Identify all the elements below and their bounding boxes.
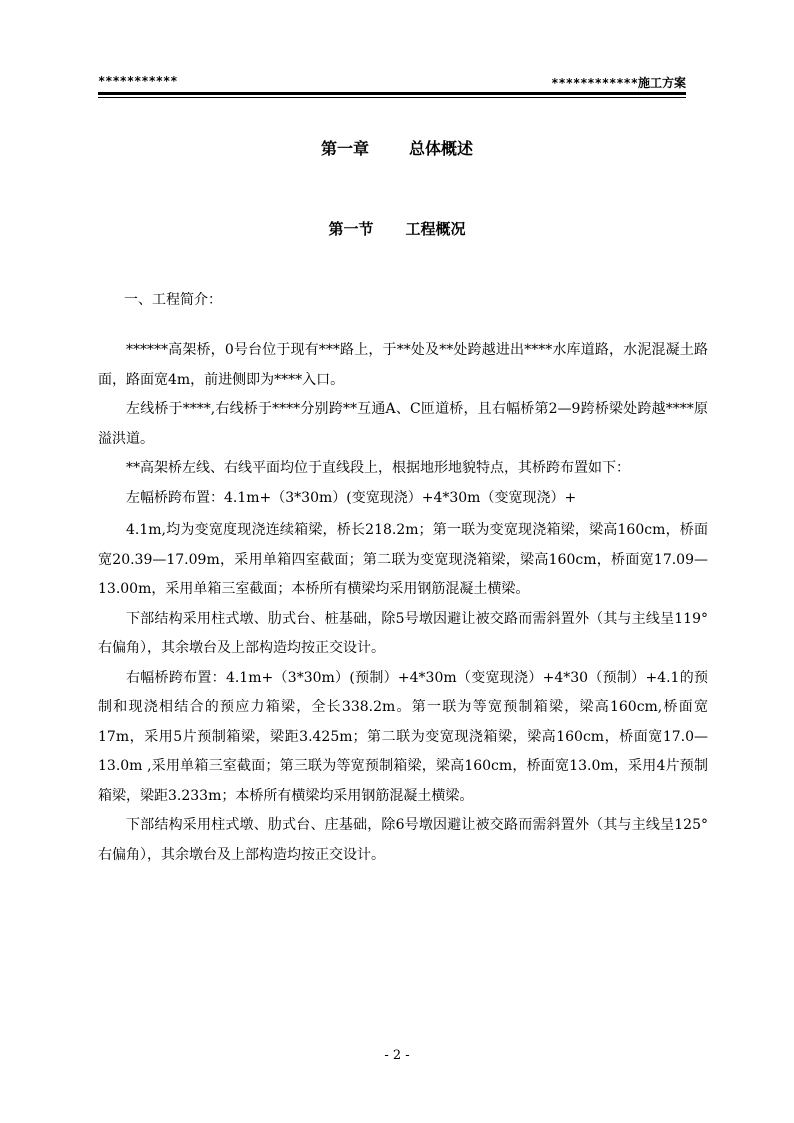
chapter-heading: [0, 136, 794, 159]
paragraph: 左幅桥跨布置：4.1m+（3*30m）(变宽现浇）+4*30m（变宽现浇）+: [126, 489, 577, 506]
header-left-text: ***********: [98, 74, 178, 88]
chapter-title: 总体概述: [409, 139, 474, 158]
paragraph: **高架桥左线、右线平面均位于直线段上，根据地形地貌特点，其桥跨布置如下：: [126, 460, 630, 476]
header-rule-thin: [98, 97, 686, 98]
header-right-text: ************施工方案: [551, 76, 686, 90]
section-number: 第一节: [328, 220, 374, 238]
paragraph: 下部结构采用柱式墩、肋式台、桩基础，除5号墩因避让被交路而需斜置外（其与主线呈119°右偏角），其余墩台及上部构造均按正交设计。: [98, 610, 708, 656]
paragraph: 4.1m,均为变宽度现浇连续箱梁，桥长218.2m；第一联为变宽现浇箱梁，梁高160cm，桥面宽20.39—17.09m，采用单箱四室截面；第二联为变宽现浇箱梁，梁高160cm，桥面宽17.09—13.00m，采用单箱三室截面；本桥所有横梁均采用钢筋混凝土横梁。: [98, 522, 708, 597]
chapter-number: 第一章: [320, 139, 369, 158]
body-text: [98, 336, 708, 870]
section-title: 工程概况: [405, 220, 466, 238]
paragraph: 右幅桥跨布置：4.1m+（3*30m）(预制）+4*30m（变宽现浇）+4*30（预制）+4.1的预制和现浇相结合的预应力箱梁，全长338.2m。第一联为等宽预制箱梁，梁高160cm,桥面宽17m，采用5片预制箱梁，梁距3.425m；第二联为变宽现浇箱梁，梁高160cm，桥面宽17.0—13.0m ,采用单箱三室截面；第三联为等宽预制箱梁，梁高160cm，桥面宽13.0m，采用4片预制箱梁，梁距3.233m；本桥所有横梁均采用钢筋混凝土横梁。: [98, 669, 708, 804]
paragraph: 左线桥于****,右线桥于****分别跨**互通A、C匝道桥，且右幅桥第2—9跨桥梁处跨越****原溢洪道。: [98, 401, 708, 447]
paragraph: ******高架桥，0号台位于现有***路上，于**处及**处跨越进出****水库道路，水泥混凝土路面，路面宽4m，前进侧即为****入口。: [98, 342, 708, 388]
section-heading: [0, 218, 794, 239]
page-number: - 2 -: [384, 1048, 410, 1063]
subheading: 一、工程简介：: [124, 292, 222, 308]
header-rule-thick: [98, 92, 686, 95]
page-header: [98, 72, 686, 94]
paragraph: 下部结构采用柱式墩、肋式台、庄基础，除6号墩因避让被交路而需斜置外（其与主线呈125°右偏角），其余墩台及上部构造均按正交设计。: [98, 817, 708, 863]
